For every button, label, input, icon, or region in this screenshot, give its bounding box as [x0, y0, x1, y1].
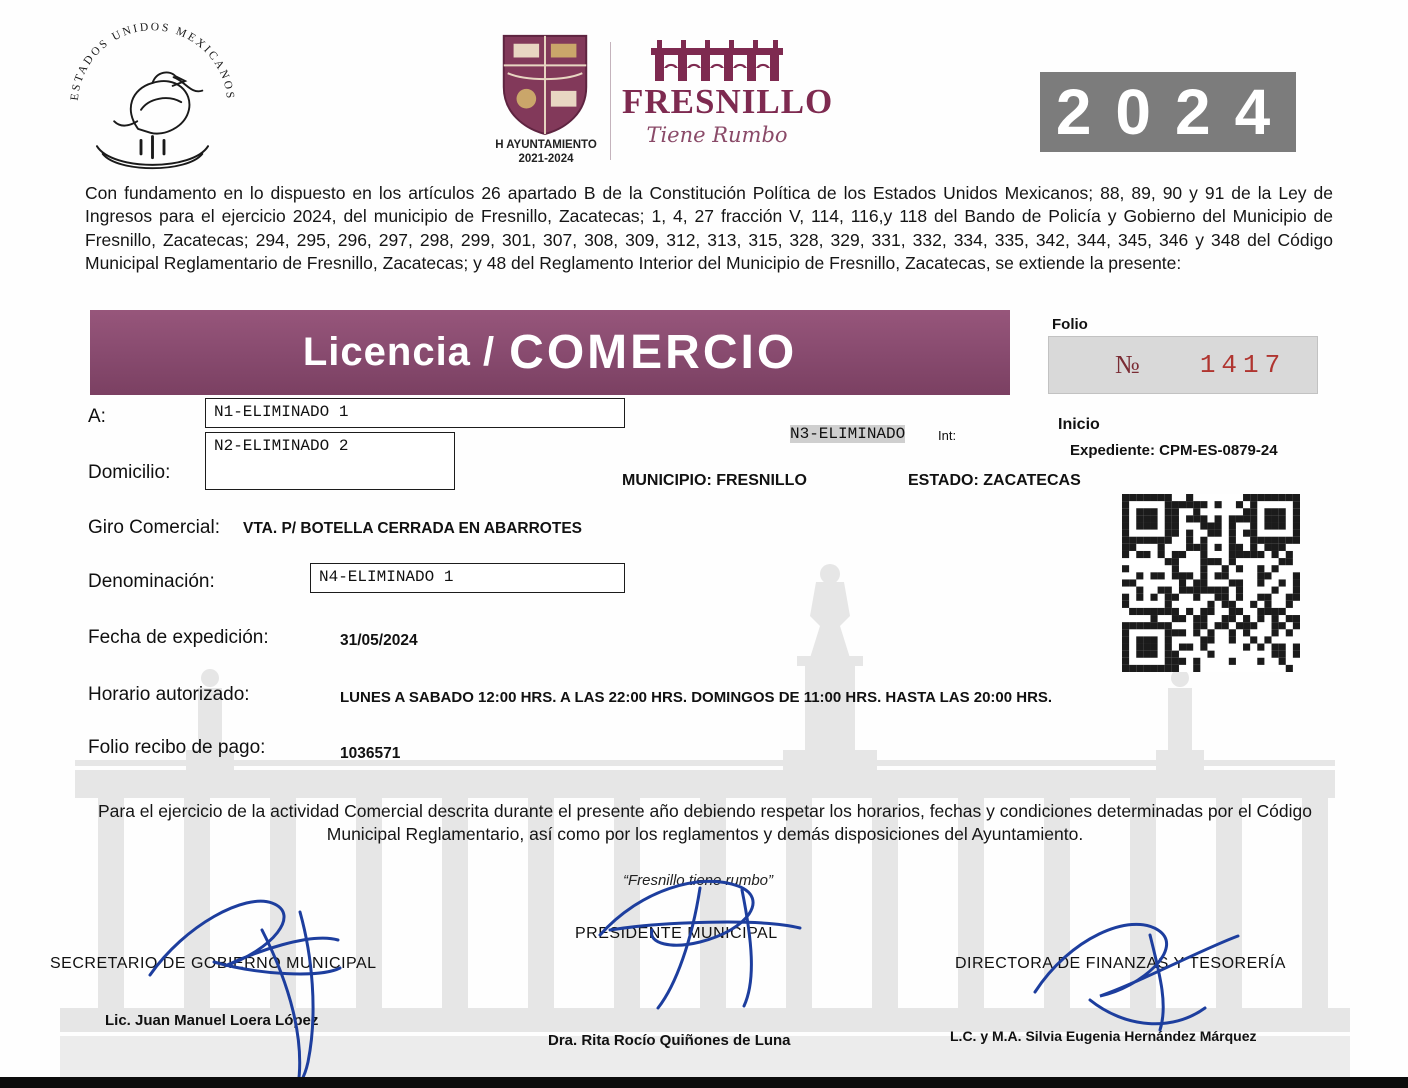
signature-title-presidente: PRESIDENTE MUNICIPAL — [575, 925, 778, 942]
signature-name-secretario: Lic. Juan Manuel Loera López — [105, 1012, 319, 1029]
estado-value: ESTADO: ZACATECAS — [908, 472, 1081, 489]
field-value-a: N1-ELIMINADO 1 — [205, 398, 625, 428]
aqueduct-icon — [647, 38, 787, 84]
year-badge: 2024 — [1040, 72, 1296, 152]
field-label-horario: Horario autorizado: — [88, 684, 250, 705]
signature-title-directora: DIRECTORA DE FINANZAS Y TESORERÍA — [955, 955, 1286, 972]
banner-title-bold: COMERCIO — [509, 326, 798, 379]
shield-caption-line1: H AYUNTAMIENTO — [495, 139, 597, 151]
folio-box — [1048, 336, 1318, 394]
field-label-giro: Giro Comercial: — [88, 517, 220, 538]
qr-code-icon — [1122, 494, 1300, 672]
signature-name-directora: L.C. y M.A. Silvia Eugenia Hernández Márquez — [950, 1028, 1257, 1044]
field-value-domicilio: N2-ELIMINADO 2 — [205, 432, 455, 490]
header-divider — [610, 42, 611, 160]
svg-text:ESTADOS UNIDOS MEXICANOS — [69, 21, 236, 101]
license-banner — [90, 310, 1010, 395]
shield-caption-line2: 2021-2024 — [518, 153, 574, 166]
field-value-fecha: 31/05/2024 — [340, 632, 418, 649]
field-label-domicilio: Domicilio: — [88, 462, 171, 483]
municipio-value: MUNICIPIO: FRESNILLO — [622, 472, 807, 489]
city-logo-wordmark: FRESNILLO — [622, 82, 834, 121]
field-value-giro: VTA. P/ BOTELLA CERRADA EN ABARROTES — [243, 520, 582, 537]
city-logo-slogan: Tiene Rumbo — [646, 122, 788, 147]
signature-name-presidente: Dra. Rita Rocío Quiñones de Luna — [548, 1032, 791, 1049]
expediente-value: Expediente: CPM-ES-0879-24 — [1070, 442, 1278, 459]
shield-caption — [462, 138, 630, 167]
city-logo — [622, 38, 834, 147]
folio-number-symbol: № — [1115, 350, 1140, 379]
folio-label: Folio — [1052, 316, 1088, 333]
inicio-label: Inicio — [1058, 416, 1100, 433]
field-label-denominacion: Denominación: — [88, 571, 215, 592]
field-label-a: A: — [88, 406, 106, 427]
coat-of-arms-icon — [55, 14, 250, 196]
field-label-fecha: Fecha de expedición: — [88, 627, 269, 648]
field-value-denominacion: N4-ELIMINADO 1 — [310, 563, 625, 593]
signature-title-secretario: SECRETARIO DE GOBIERNO MUNICIPAL — [50, 955, 377, 972]
field-value-folio-pago: 1036571 — [340, 745, 401, 762]
n3-redacted-text: N3-ELIMINADO — [790, 425, 906, 443]
scan-edge-bar — [0, 1077, 1408, 1088]
coat-of-arms-text: ESTADOS UNIDOS MEXICANOS — [68, 21, 237, 102]
field-label-folio-pago: Folio recibo de pago: — [88, 737, 266, 758]
field-value-horario: LUNES A SABADO 12:00 HRS. A LAS 22:00 HRS. DOMINGOS DE 11:00 HRS. HASTA LAS 20:00 HRS. — [340, 689, 1053, 706]
folio-number: 1417 — [1199, 350, 1287, 380]
municipal-shield-icon — [492, 30, 598, 138]
closing-paragraph: Para el ejercicio de la actividad Comercial descrita durante el presente año debiendo respetar los horarios, fechas y condiciones determinadas por el Código Municipal Reglamentario, así como por los reglamentos y demás disposiciones del Ayuntamiento. — [97, 801, 1313, 844]
field-value-n3 — [790, 425, 905, 443]
legal-paragraph: Con fundamento en lo dispuesto en los artículos 26 apartado B de la Constitución Política de los Estados Unidos Mexicanos; 88, 89, 90 y 91 de la Ley de Ingresos para el ejercicio 2024, del municipio de Fresnillo, Zacatecas; 1, 4, 27 fracción V, 114, 116,y 118 del Bando de Policía y Gobierno del Municipio de Fresnillo, Zacatecas; 294, 295, 296, 297, 298, 299, 301, 307, 308, 309, 312, 313, 315, 328, 329, 331, 332, 334, 335, 342, 344, 345, 346 y 348 del Código Municipal Reglamentario de Fresnillo, Zacatecas; y 48 del Reglamento Interior del Municipio de Fresnillo, Zacatecas, se extiende la presente: — [85, 183, 1333, 273]
field-label-int: Int: — [938, 428, 957, 443]
slogan-quote: “Fresnillo tiene rumbo” — [622, 872, 774, 889]
banner-title-regular: Licencia / — [302, 330, 496, 374]
